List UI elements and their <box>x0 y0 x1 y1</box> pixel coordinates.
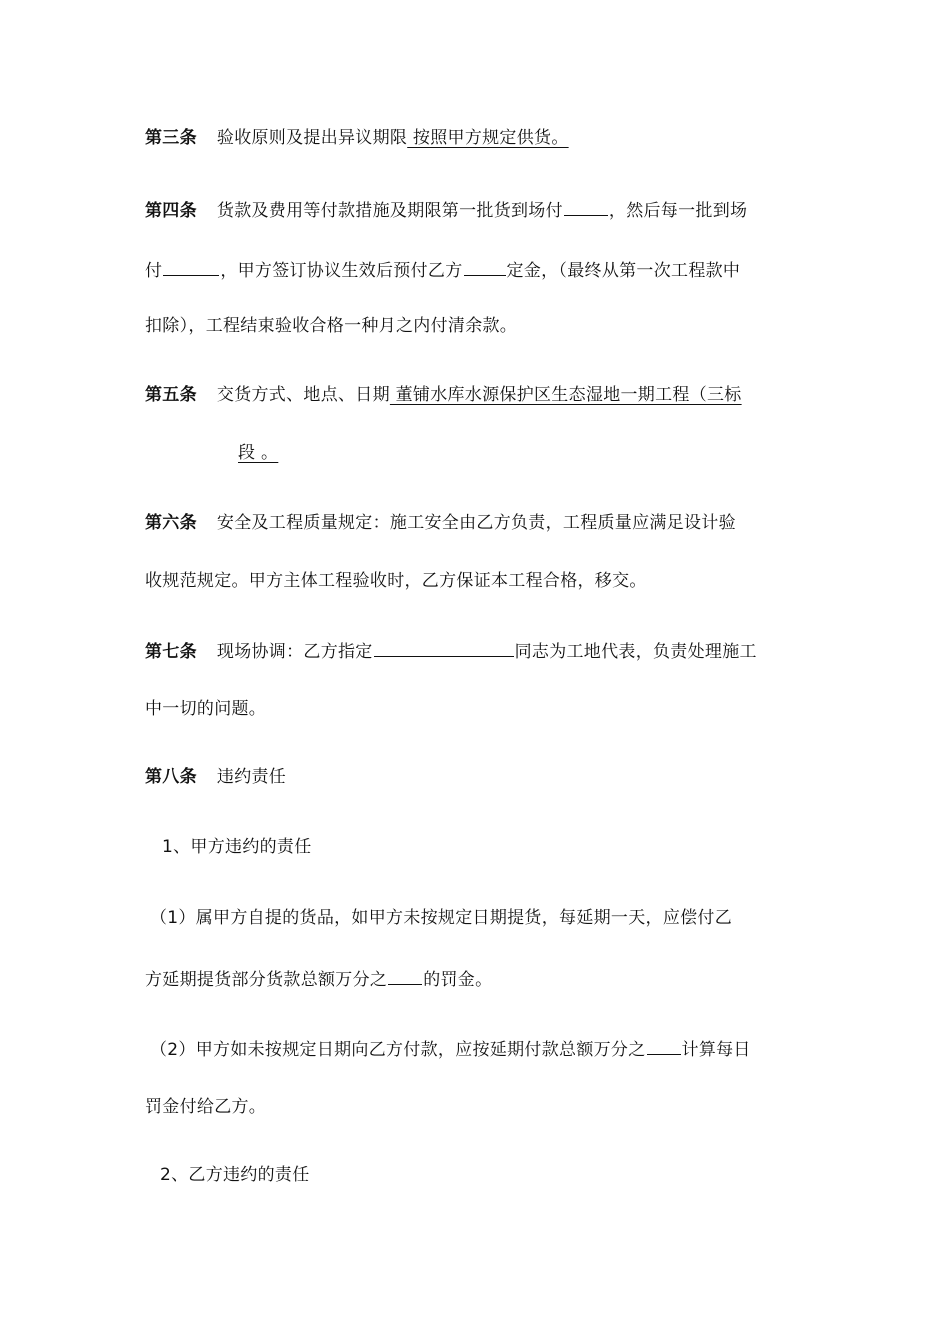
party-b-liability-heading: 2、乙方违约的责任 <box>160 1165 310 1185</box>
party-a-liability-heading: 1、甲方违约的责任 <box>162 837 312 857</box>
item-2-text-1b: 计算每日 <box>681 1040 751 1060</box>
blank-late-pickup-rate <box>388 966 422 985</box>
article-7-text-1a: 现场协调：乙方指定 <box>216 642 373 662</box>
article-8-sub-2 <box>160 1163 310 1187</box>
article-3-text: 验收原则及提出异议期限 <box>216 128 408 148</box>
article-6-line-1 <box>145 511 736 535</box>
article-8-item-1-line-2 <box>145 966 492 992</box>
article-6-heading: 第六条 <box>145 513 197 533</box>
article-7-text-1b: 同志为工地代表，负责处理施工 <box>514 642 757 662</box>
item-2-text-1a: （2）甲方如未按规定日期向乙方付款，应按延期付款总额万分之 <box>150 1040 646 1060</box>
article-5-line-1 <box>145 383 742 407</box>
article-3-underlined: 按照甲方规定供货。 <box>407 128 569 148</box>
article-8-title: 违约责任 <box>216 767 287 787</box>
article-8-item-2-line-2 <box>145 1095 266 1119</box>
article-4-text-3: 扣除），工程结束验收合格一种月之内付清余款。 <box>145 316 518 336</box>
article-5-line-2 <box>238 441 278 465</box>
article-5-underlined-1: 董铺水库水源保护区生态湿地一期工程（三标 <box>389 385 742 405</box>
article-6-text-2: 收规范规定。甲方主体工程验收时，乙方保证本工程合格，移交。 <box>145 571 647 591</box>
article-3 <box>145 126 569 150</box>
article-3-heading: 第三条 <box>145 128 197 148</box>
blank-each-batch-payment <box>163 257 219 276</box>
article-7-heading: 第七条 <box>145 642 197 662</box>
item-1-text-1: （1）属甲方自提的货品，如甲方未按规定日期提货，每延期一天，应偿付乙 <box>150 908 733 928</box>
article-4-heading: 第四条 <box>145 201 197 221</box>
article-6-line-2 <box>145 569 647 593</box>
article-4-text-1b: ，然后每一批到场 <box>608 201 748 221</box>
item-2-text-2: 罚金付给乙方。 <box>145 1097 267 1117</box>
blank-deposit <box>464 257 506 276</box>
article-7-line-2 <box>145 697 266 721</box>
article-4-text-2c: 定金，（最终从第一次工程款中 <box>506 261 741 281</box>
article-4-line-3 <box>145 314 517 338</box>
article-8-heading: 第八条 <box>145 767 197 787</box>
article-6-text-1: 安全及工程质量规定：施工安全由乙方负责，工程质量应满足设计验 <box>216 513 736 533</box>
article-7-text-2: 中一切的问题。 <box>145 699 267 719</box>
article-5-text: 交货方式、地点、日期 <box>216 385 390 405</box>
article-4-text-1a: 货款及费用等付款措施及期限第一批货到场付 <box>216 201 563 221</box>
article-8-sub-1 <box>162 835 312 859</box>
article-8-item-1-line-1 <box>150 906 732 930</box>
article-4-text-2a: 付 <box>145 261 163 281</box>
item-1-text-2b: 的罚金。 <box>423 970 493 990</box>
article-4-line-1 <box>145 197 747 223</box>
blank-first-payment <box>564 197 608 216</box>
blank-site-representative <box>374 638 514 657</box>
article-4-line-2 <box>145 257 740 283</box>
article-5-underlined-2: 段 。 <box>238 443 279 463</box>
item-1-text-2a: 方延期提货部分货款总额万分之 <box>145 970 388 990</box>
article-8-item-2-line-1 <box>150 1036 751 1062</box>
blank-late-payment-rate <box>647 1036 681 1055</box>
article-4-text-2b: ，甲方签订协议生效后预付乙方 <box>220 261 463 281</box>
article-5-heading: 第五条 <box>145 385 197 405</box>
article-8-title-line <box>145 765 286 789</box>
article-7-line-1 <box>145 638 757 664</box>
